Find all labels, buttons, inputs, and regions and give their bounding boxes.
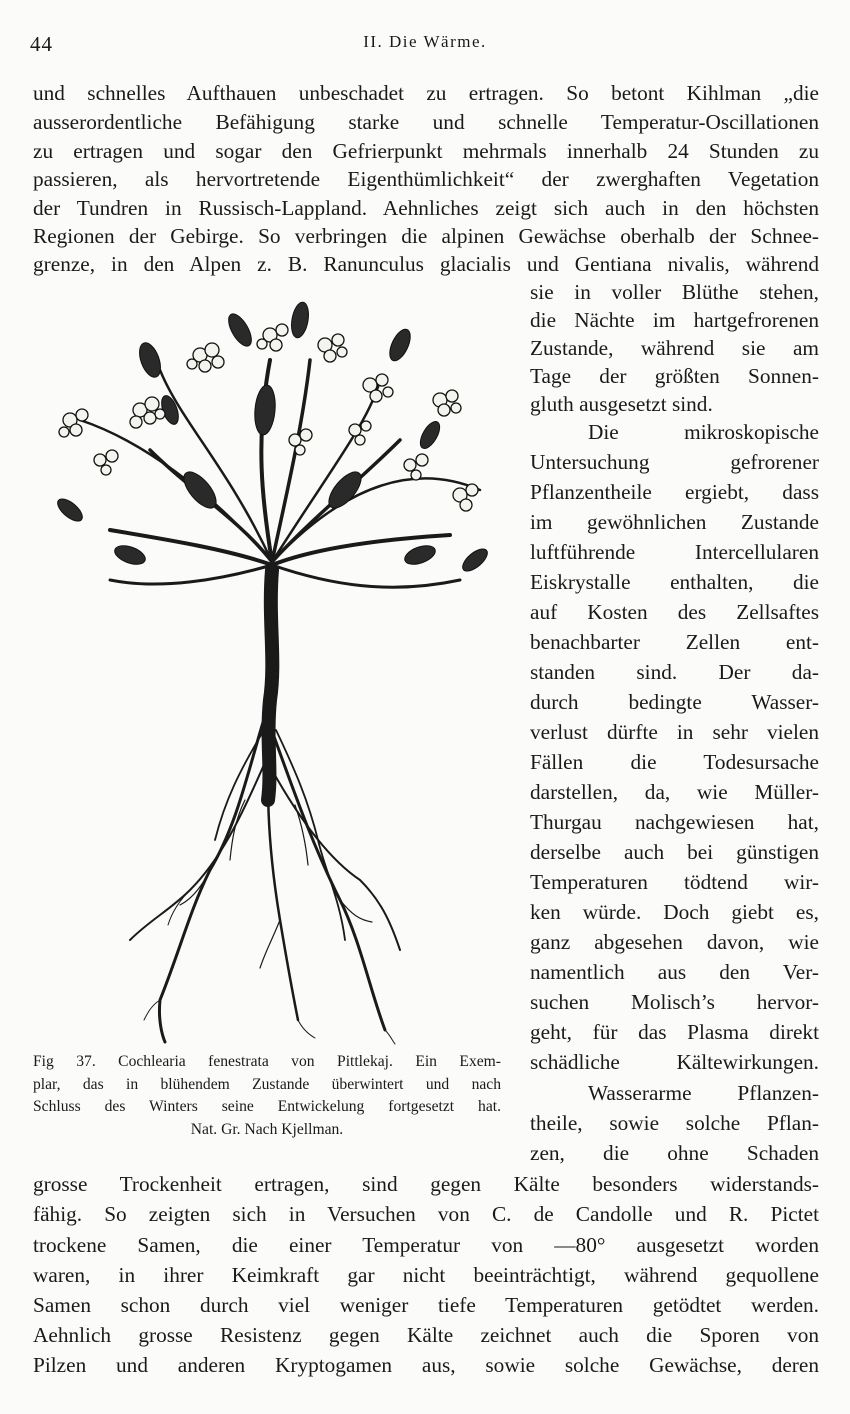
caption-line: Schluss des Winters seine Entwickelung fortgesetzt hat. — [33, 1098, 501, 1115]
text-line: zu ertragen und sogar den Gefrierpunkt mehrmals innerhalb 24 Stunden zu — [33, 139, 819, 163]
text-line: derselbe auch bei günstigen — [530, 840, 819, 864]
text-line: passieren, als hervortretende Eigenthümlichkeit“ der zwerghaften Vegetation — [33, 167, 819, 191]
text-line: Tage der größten Sonnen- — [530, 364, 819, 388]
running-head: II. Die Wärme. — [363, 32, 487, 51]
text-line: verlust dürfte in sehr vielen — [530, 720, 819, 744]
text-line: Wasserarme Pflanzen- — [588, 1081, 819, 1105]
text-line: Untersuchung gefrorener — [530, 450, 819, 474]
text-line: und schnelles Aufthauen unbeschadet zu ertragen. So betont Kihlman „die — [33, 81, 819, 105]
text-line: luftführende Intercellularen — [530, 540, 819, 564]
caption-line: Fig 37. Cochlearia fenestrata von Pittlekaj. Ein Exem- — [33, 1053, 501, 1070]
plant-illustration — [40, 300, 510, 1045]
text-line: gluth ausgesetzt sind. — [530, 392, 713, 416]
text-line: Pilzen und anderen Kryptogamen aus, sowie solche Gewächse, deren — [33, 1353, 819, 1377]
text-line: standen sind. Der da- — [530, 660, 819, 684]
text-line: Samen schon durch viel weniger tiefe Temperaturen getödtet werden. — [33, 1293, 819, 1317]
text-line: theile, sowie solche Pflan- — [530, 1111, 819, 1135]
page-number: 44 — [30, 32, 53, 56]
text-line: grenze, in den Alpen z. B. Ranunculus glacialis und Gentiana nivalis, während — [33, 252, 819, 276]
text-line: waren, in ihrer Keimkraft gar nicht beeinträchtigt, während gequollene — [33, 1263, 819, 1287]
text-line: Thurgau nachgewiesen hat, — [530, 810, 819, 834]
text-line: Zustande, während sie am — [530, 336, 819, 360]
text-line: durch bedingte Wasser- — [530, 690, 819, 714]
text-line: ganz abgesehen davon, wie — [530, 930, 819, 954]
caption-line: plar, das in blühendem Zustande überwintert und nach — [33, 1075, 501, 1093]
text-line: fähig. So zeigten sich in Versuchen von C. de Candolle und R. Pictet — [33, 1202, 819, 1226]
text-line: sie in voller Blüthe stehen, — [530, 280, 819, 304]
text-line: Fällen die Todesursache — [530, 750, 819, 774]
text-line: ken würde. Doch giebt es, — [530, 900, 819, 924]
caption-line: Nat. Gr. Nach Kjellman. — [190, 1120, 344, 1138]
text-line: Temperaturen tödtend wir- — [530, 870, 819, 894]
text-line: im gewöhnlichen Zustande — [530, 510, 819, 534]
text-line: darstellen, da, wie Müller- — [530, 780, 819, 804]
text-line: suchen Molisch’s hervor- — [530, 990, 819, 1014]
text-line: Regionen der Gebirge. So verbringen die alpinen Gewächse oberhalb der Schnee- — [33, 224, 819, 248]
text-line: Aehnlich grosse Resistenz gegen Kälte zeichnet auch die Sporen von — [33, 1323, 819, 1347]
text-line: die Nächte im hartgefrorenen — [530, 308, 819, 332]
text-line: ausserordentliche Befähigung starke und schnelle Temperatur-Oscillationen — [33, 110, 819, 134]
figure-caption — [33, 1051, 501, 1141]
text-line: trockene Samen, die einer Temperatur von —80° ausgesetzt worden — [33, 1233, 819, 1257]
text-line: grosse Trockenheit ertragen, sind gegen Kälte besonders widerstands- — [33, 1172, 819, 1196]
text-line: schädliche Kältewirkungen. — [530, 1050, 819, 1074]
text-line: auf Kosten des Zellsaftes — [530, 600, 819, 624]
text-line: geht, für das Plasma direkt — [530, 1020, 819, 1044]
text-line: Eiskrystalle enthalten, die — [530, 570, 819, 594]
text-line: der Tundren in Russisch-Lappland. Aehnliches zeigt sich auch in den höchsten — [33, 196, 819, 220]
text-line: zen, die ohne Schaden — [530, 1141, 819, 1165]
text-line: Die mikroskopische — [588, 420, 819, 444]
text-line: namentlich aus den Ver- — [530, 960, 819, 984]
text-line: benachbarter Zellen ent- — [530, 630, 819, 654]
text-line: Pflanzentheile ergiebt, dass — [530, 480, 819, 504]
